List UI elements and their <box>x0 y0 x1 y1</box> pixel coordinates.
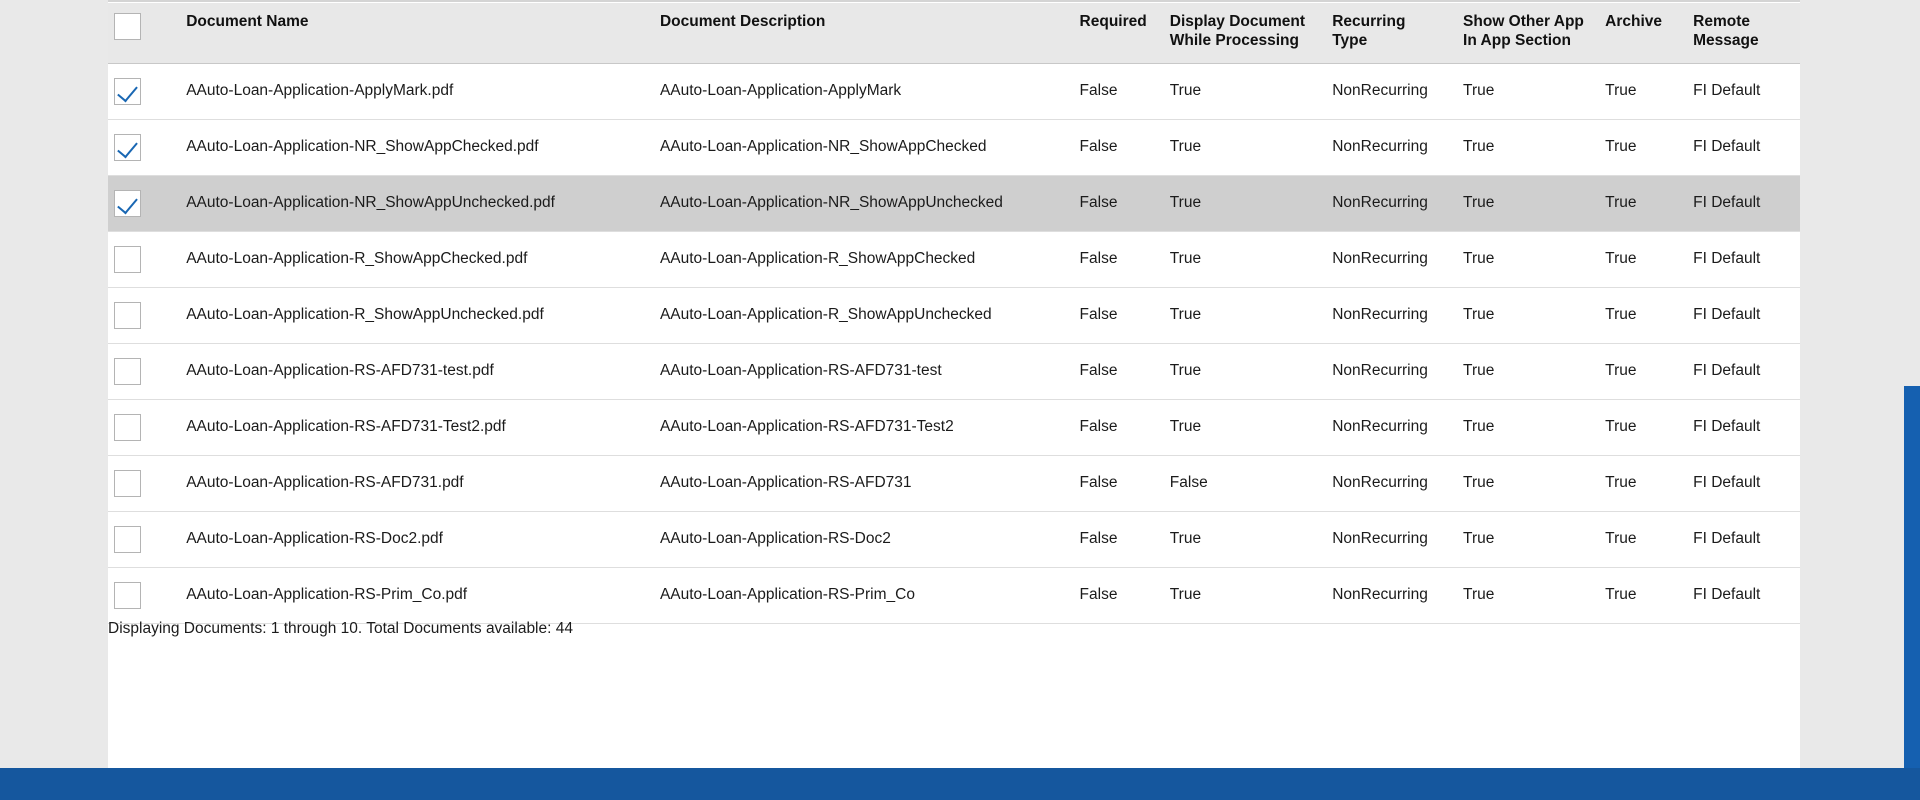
cell-required: False <box>1074 455 1164 511</box>
row-checkbox[interactable] <box>114 358 141 385</box>
cell-recurring-type: NonRecurring <box>1326 567 1457 623</box>
row-select-cell[interactable] <box>108 567 180 623</box>
row-select-cell[interactable] <box>108 63 180 119</box>
column-header-display-while-processing[interactable] <box>1164 3 1326 63</box>
cell-show-other-app: True <box>1457 567 1599 623</box>
column-header-label: Archive <box>1605 13 1663 30</box>
table-row[interactable] <box>108 119 1800 175</box>
column-header-label: Required <box>1079 13 1147 30</box>
row-select-cell[interactable] <box>108 511 180 567</box>
cell-document-name: AAuto-Loan-Application-RS-AFD731-test.pdf <box>180 343 654 399</box>
table-row[interactable] <box>108 231 1800 287</box>
cell-remote-message: FI Default <box>1687 399 1800 455</box>
cell-show-other-app: True <box>1457 287 1599 343</box>
documents-status-text: Displaying Documents: 1 through 10. Total Documents available: 44 <box>108 620 573 637</box>
cell-document-name: AAuto-Loan-Application-RS-Doc2.pdf <box>180 511 654 567</box>
cell-required: False <box>1074 287 1164 343</box>
cell-display-while-processing: True <box>1164 399 1326 455</box>
cell-remote-message: FI Default <box>1687 175 1800 231</box>
cell-archive: True <box>1599 119 1687 175</box>
cell-display-while-processing: True <box>1164 511 1326 567</box>
cell-show-other-app: True <box>1457 399 1599 455</box>
cell-document-description: AAuto-Loan-Application-RS-AFD731-test <box>654 343 1074 399</box>
cell-archive: True <box>1599 511 1687 567</box>
cell-document-name: AAuto-Loan-Application-R_ShowAppChecked.pdf <box>180 231 654 287</box>
cell-document-name: AAuto-Loan-Application-RS-AFD731.pdf <box>180 455 654 511</box>
cell-required: False <box>1074 399 1164 455</box>
cell-document-description: AAuto-Loan-Application-R_ShowAppChecked <box>654 231 1074 287</box>
column-header-label-line2: While Processing <box>1169 31 1299 49</box>
cell-show-other-app: True <box>1457 231 1599 287</box>
cell-show-other-app: True <box>1457 511 1599 567</box>
cell-recurring-type: NonRecurring <box>1326 231 1457 287</box>
column-header-label-line1: Display Document <box>1169 13 1306 30</box>
cell-document-description: AAuto-Loan-Application-RS-AFD731-Test2 <box>654 399 1074 455</box>
right-gutter <box>1800 0 1920 800</box>
table-row[interactable] <box>108 287 1800 343</box>
cell-remote-message: FI Default <box>1687 287 1800 343</box>
cell-remote-message: FI Default <box>1687 119 1800 175</box>
cell-remote-message: FI Default <box>1687 343 1800 399</box>
cell-recurring-type: NonRecurring <box>1326 343 1457 399</box>
cell-recurring-type: NonRecurring <box>1326 63 1457 119</box>
documents-table-container <box>108 3 1800 624</box>
cell-document-description: AAuto-Loan-Application-RS-Doc2 <box>654 511 1074 567</box>
cell-show-other-app: True <box>1457 63 1599 119</box>
row-select-cell[interactable] <box>108 287 180 343</box>
row-select-cell[interactable] <box>108 231 180 287</box>
row-checkbox[interactable] <box>114 582 141 609</box>
select-all-header[interactable] <box>108 3 180 63</box>
cell-required: False <box>1074 511 1164 567</box>
cell-required: False <box>1074 119 1164 175</box>
row-select-cell[interactable] <box>108 399 180 455</box>
cell-required: False <box>1074 63 1164 119</box>
cell-required: False <box>1074 175 1164 231</box>
cell-archive: True <box>1599 175 1687 231</box>
column-header-recurring-type[interactable] <box>1326 3 1457 63</box>
column-header-label-line1: Show Other App <box>1463 13 1584 30</box>
cell-display-while-processing: True <box>1164 63 1326 119</box>
column-header-archive[interactable] <box>1599 3 1687 63</box>
cell-remote-message: FI Default <box>1687 511 1800 567</box>
cell-show-other-app: True <box>1457 343 1599 399</box>
cell-required: False <box>1074 231 1164 287</box>
cell-document-description: AAuto-Loan-Application-RS-Prim_Co <box>654 567 1074 623</box>
column-header-show-other-app[interactable] <box>1457 3 1599 63</box>
row-checkbox[interactable] <box>114 134 141 161</box>
cell-display-while-processing: True <box>1164 343 1326 399</box>
table-header-row <box>108 3 1800 63</box>
row-select-cell[interactable] <box>108 455 180 511</box>
table-header <box>108 3 1800 63</box>
cell-display-while-processing: True <box>1164 567 1326 623</box>
cell-document-description: AAuto-Loan-Application-R_ShowAppUnchecked <box>654 287 1074 343</box>
cell-document-name: AAuto-Loan-Application-ApplyMark.pdf <box>180 63 654 119</box>
row-select-cell[interactable] <box>108 175 180 231</box>
cell-recurring-type: NonRecurring <box>1326 287 1457 343</box>
cell-document-description: AAuto-Loan-Application-NR_ShowAppUnchecked <box>654 175 1074 231</box>
cell-recurring-type: NonRecurring <box>1326 455 1457 511</box>
column-header-document-description[interactable] <box>654 3 1074 63</box>
table-row[interactable] <box>108 63 1800 119</box>
cell-remote-message: FI Default <box>1687 231 1800 287</box>
cell-remote-message: FI Default <box>1687 455 1800 511</box>
row-checkbox[interactable] <box>114 78 141 105</box>
cell-document-name: AAuto-Loan-Application-NR_ShowAppUnchecked.pdf <box>180 175 654 231</box>
cell-display-while-processing: False <box>1164 455 1326 511</box>
row-select-cell[interactable] <box>108 343 180 399</box>
row-checkbox[interactable] <box>114 526 141 553</box>
column-header-label-line1: Recurring <box>1332 13 1406 30</box>
cell-show-other-app: True <box>1457 175 1599 231</box>
left-gutter <box>0 0 108 800</box>
cell-archive: True <box>1599 231 1687 287</box>
table-row[interactable] <box>108 511 1800 567</box>
column-header-label: Document Description <box>659 13 826 30</box>
column-header-label-line2: In App Section <box>1463 31 1571 49</box>
cell-display-while-processing: True <box>1164 287 1326 343</box>
table-row[interactable] <box>108 343 1800 399</box>
cell-archive: True <box>1599 287 1687 343</box>
table-row[interactable] <box>108 175 1800 231</box>
cell-remote-message: FI Default <box>1687 63 1800 119</box>
cell-archive: True <box>1599 343 1687 399</box>
cell-display-while-processing: True <box>1164 119 1326 175</box>
cell-document-name: AAuto-Loan-Application-RS-AFD731-Test2.pdf <box>180 399 654 455</box>
cell-display-while-processing: True <box>1164 231 1326 287</box>
row-checkbox[interactable] <box>114 246 141 273</box>
cell-show-other-app: True <box>1457 119 1599 175</box>
row-checkbox[interactable] <box>114 414 141 441</box>
cell-archive: True <box>1599 567 1687 623</box>
cell-document-description: AAuto-Loan-Application-RS-AFD731 <box>654 455 1074 511</box>
row-checkbox[interactable] <box>114 470 141 497</box>
table-row[interactable] <box>108 567 1800 623</box>
cell-recurring-type: NonRecurring <box>1326 511 1457 567</box>
column-header-label-line2: Type <box>1332 31 1368 49</box>
table-row[interactable] <box>108 399 1800 455</box>
page-scrollbar-thumb[interactable] <box>1904 386 1920 800</box>
table-row[interactable] <box>108 455 1800 511</box>
cell-document-name: AAuto-Loan-Application-R_ShowAppUnchecked.pdf <box>180 287 654 343</box>
cell-archive: True <box>1599 63 1687 119</box>
column-header-label-line1: Remote <box>1693 13 1750 30</box>
cell-archive: True <box>1599 455 1687 511</box>
cell-document-name: AAuto-Loan-Application-RS-Prim_Co.pdf <box>180 567 654 623</box>
row-checkbox[interactable] <box>114 190 141 217</box>
cell-recurring-type: NonRecurring <box>1326 175 1457 231</box>
column-header-required[interactable] <box>1074 3 1164 63</box>
column-header-label-line2: Message <box>1693 31 1759 49</box>
documents-panel <box>108 0 1800 800</box>
table-body <box>108 63 1800 623</box>
cell-show-other-app: True <box>1457 455 1599 511</box>
cell-display-while-processing: True <box>1164 175 1326 231</box>
row-checkbox[interactable] <box>114 302 141 329</box>
column-header-remote-message[interactable] <box>1687 3 1800 63</box>
documents-table <box>108 3 1800 624</box>
cell-remote-message: FI Default <box>1687 567 1800 623</box>
panel-top-divider <box>108 0 1800 2</box>
cell-archive: True <box>1599 399 1687 455</box>
row-select-cell[interactable] <box>108 119 180 175</box>
cell-recurring-type: NonRecurring <box>1326 399 1457 455</box>
bottom-app-bar <box>0 768 1920 800</box>
cell-recurring-type: NonRecurring <box>1326 119 1457 175</box>
column-header-document-name[interactable] <box>180 3 654 63</box>
column-header-label: Document Name <box>186 13 309 30</box>
cell-document-name: AAuto-Loan-Application-NR_ShowAppChecked.pdf <box>180 119 654 175</box>
cell-required: False <box>1074 343 1164 399</box>
cell-document-description: AAuto-Loan-Application-ApplyMark <box>654 63 1074 119</box>
select-all-checkbox[interactable] <box>114 13 141 40</box>
cell-required: False <box>1074 567 1164 623</box>
cell-document-description: AAuto-Loan-Application-NR_ShowAppChecked <box>654 119 1074 175</box>
